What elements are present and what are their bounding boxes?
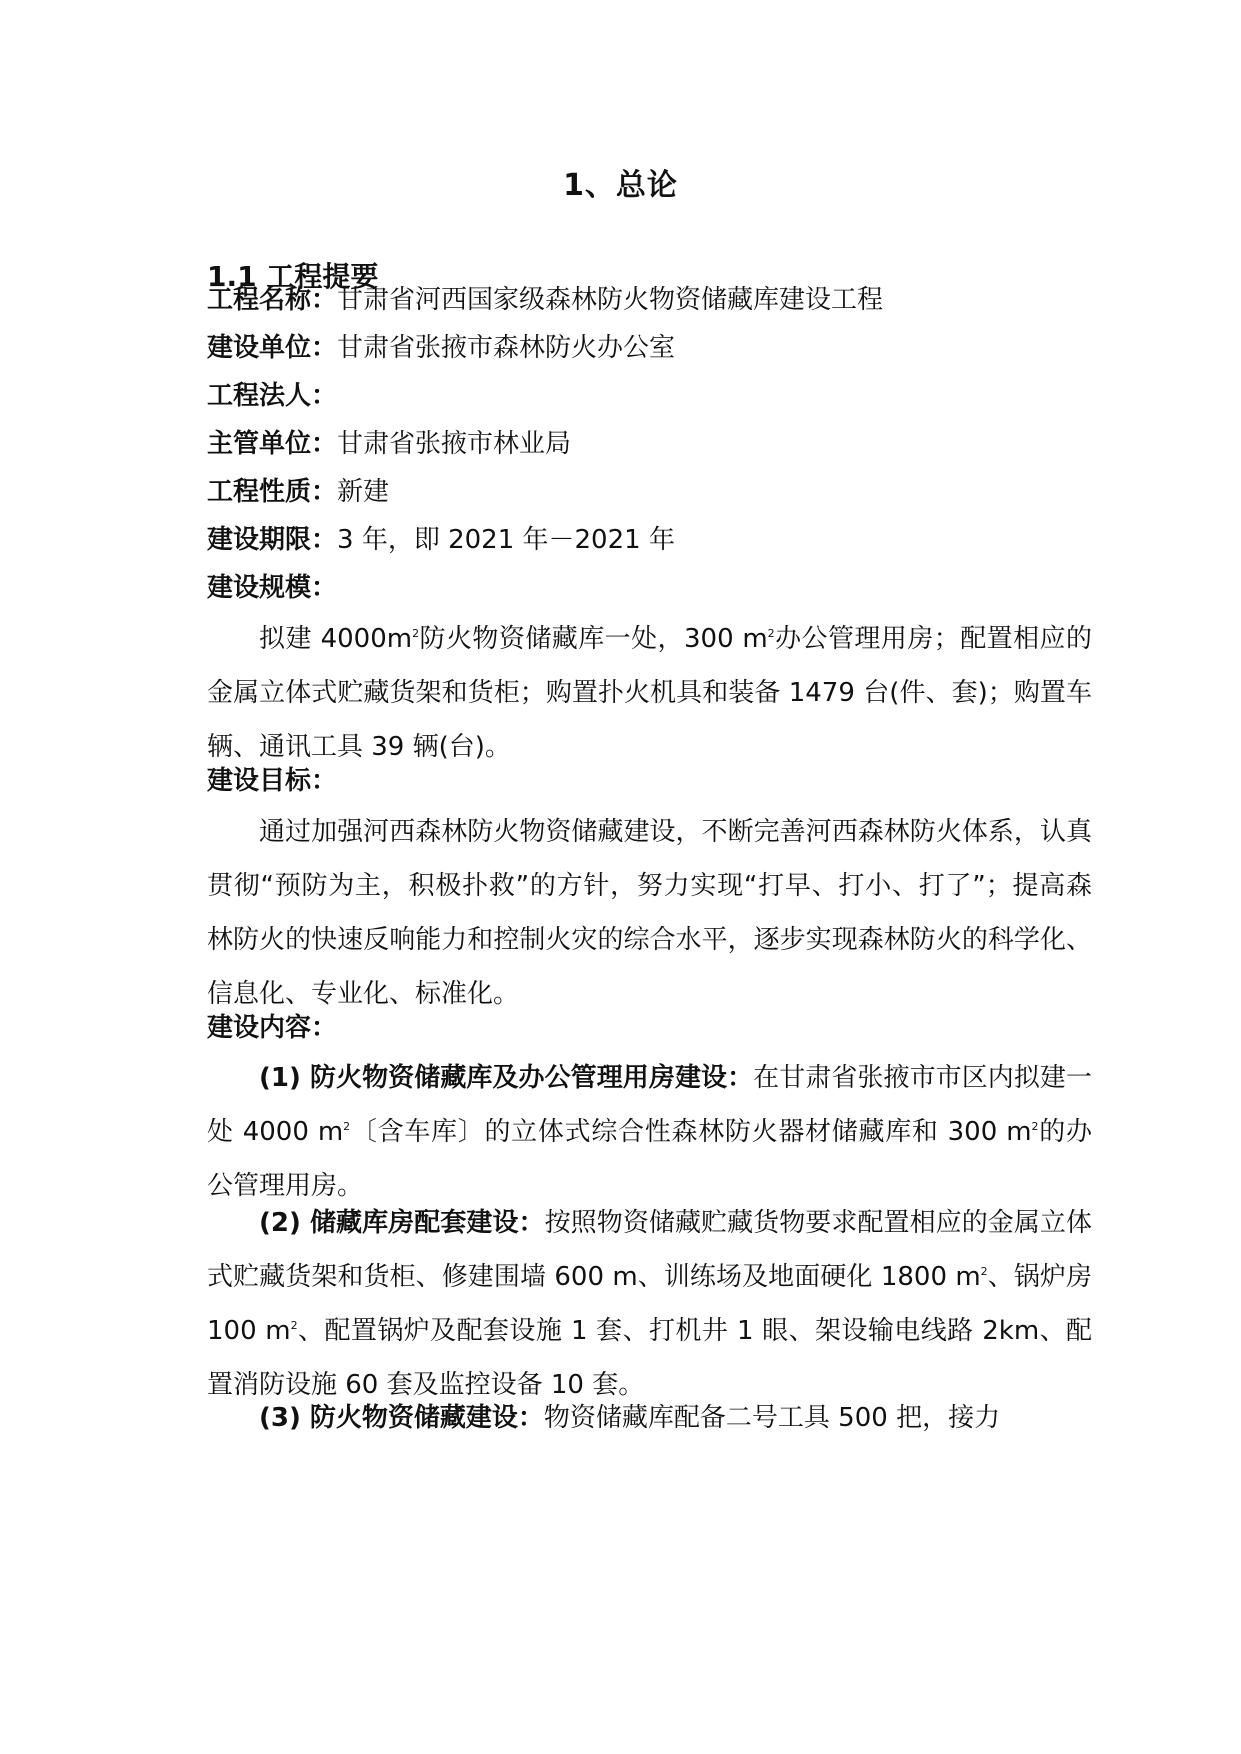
- field-label: 工程性质：: [207, 477, 338, 507]
- section-title: 1.1 工程提要: [207, 260, 379, 293]
- item-text: 物资储藏库配备二号工具 500 把，接力: [543, 1403, 1001, 1433]
- field-label: 主管单位：: [207, 429, 338, 459]
- superscript: 2: [290, 1319, 298, 1332]
- item-lead: (3) 防火物资储藏建设：: [259, 1403, 544, 1433]
- field-nature: [207, 475, 389, 509]
- superscript: 2: [412, 627, 420, 640]
- field-goal: [207, 764, 337, 798]
- item-text: 的办公管理用房。: [207, 1117, 1092, 1201]
- item-lead: (2) 储藏库房配套建设：: [259, 1208, 545, 1238]
- field-label: 建设规模：: [207, 573, 338, 603]
- item-text: 、配置锅炉及配套设施 1 套、打机井 1 眼、架设输电线路 2km、配置消防设施 60 套及监控设备 10 套。: [207, 1316, 1092, 1400]
- superscript: 2: [767, 627, 775, 640]
- item-text: 〔含车库〕的立体式综合性森林防火器材储藏库和 300 m: [350, 1117, 1032, 1147]
- scale-text-3: 办公管理用房；配置相应的金属立体式贮藏货架和货柜；购置扑火机具和装备 1479 台(件、套)；购置车辆、通讯工具 39 辆(台)。: [207, 624, 1092, 762]
- field-value: 3 年，即 2021 年－2021 年: [337, 525, 675, 555]
- item-text: 、锅炉房 100 m: [207, 1262, 1092, 1346]
- field-project-name: [207, 283, 883, 317]
- content-item-3: [207, 1391, 1092, 1445]
- field-label: 工程名称：: [207, 285, 338, 315]
- content-item-1: [207, 1051, 1092, 1213]
- scale-text-1: 拟建 4000m: [259, 624, 413, 654]
- field-value: 甘肃省河西国家级森林防火物资储藏库建设工程: [337, 285, 884, 315]
- field-label: 建设单位：: [207, 333, 338, 363]
- field-scale: [207, 571, 337, 605]
- superscript: 2: [1031, 1120, 1039, 1133]
- field-value: 甘肃省张掖市森林防火办公室: [337, 333, 676, 363]
- field-legal-person: [207, 379, 337, 413]
- scale-text-2: 防火物资储藏库一处，300 m: [419, 624, 768, 654]
- field-label: 工程法人：: [207, 381, 338, 411]
- chapter-title: 1、总论: [563, 168, 678, 203]
- item-lead: (1) 防火物资储藏库及办公管理用房建设：: [259, 1063, 754, 1093]
- item-text: 按照物资储藏贮藏货物要求配置相应的金属立体式贮藏货架和货柜、修建围墙 600 m、训练场及地面硬化 1800 m: [207, 1208, 1092, 1292]
- field-label: 建设期限：: [207, 525, 338, 555]
- field-content: [207, 1011, 337, 1045]
- item-text: 在甘肃省张掖市市区内拟建一处 4000 m: [207, 1063, 1092, 1147]
- superscript: 2: [980, 1265, 988, 1278]
- field-label: 建设内容：: [207, 1013, 338, 1043]
- field-period: [207, 523, 675, 557]
- superscript: 2: [343, 1120, 351, 1133]
- scale-paragraph: [207, 612, 1092, 774]
- field-value: 新建: [337, 477, 390, 507]
- field-builder: [207, 331, 675, 365]
- content-item-2: [207, 1196, 1092, 1412]
- field-label: 建设目标：: [207, 766, 338, 796]
- goal-paragraph: 通过加强河西森林防火物资储藏建设，不断完善河西森林防火体系，认真贯彻“预防为主，积极扑救”的方针，努力实现“打早、打小、打了”；提高森林防火的快速反响能力和控制火灾的综合水平，逐步实现森林防火的科学化、信息化、专业化、标准化。: [207, 817, 1092, 1009]
- field-value: 甘肃省张掖市林业局: [337, 429, 572, 459]
- field-supervisor: [207, 427, 571, 461]
